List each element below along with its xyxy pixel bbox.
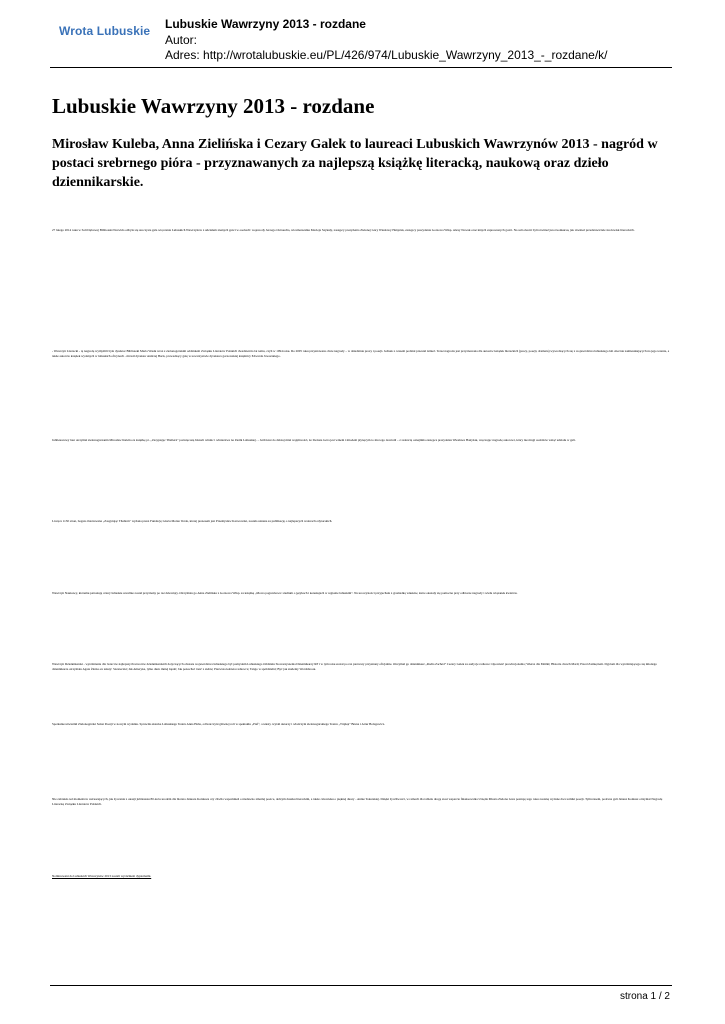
footer-divider: [50, 985, 672, 986]
header-divider: [50, 67, 672, 68]
header-address: Adres: http://wrotalubuskie.eu/PL/426/974/Lubuskie_Wawrzyny_2013_-_rozdane/k/: [165, 48, 608, 62]
header-title: Lubuskie Wawrzyny 2013 - rozdane: [165, 17, 366, 31]
article-paragraph: Wawrzyn Dziennikarski - wyróżnienie dla twórców najlepszych utworów dziennikarskich dotyczących obszaru województwa lubuskiego był pomysłem Lubuskiego Oddziału Stowarzyszenia Dziennikarzy RP i w tym roku został po raz pierwszy przyznany oficjalnie. Otrzymał go dziennikarz „Radia Zachód" Cezary Galek za audycje radiowe: Opowieść prowincjonalna; Wiersz dla Emilki; Historia dwóch Marii; Przed Zaśnięciem. Dyplom dla wyróżniającego się młodego dziennikarza otrzymała Agata Żłotko za teksty: Szósteczki; Jak Ameryka, tylko dużo mniej łapali; Jak pokochać treść z siebie; Pierwsza kobieta radiowca; Tango w spółdzielni; Być jak studenty Wordsbrook.: [52, 662, 657, 671]
article-paragraph: - Wawrzyn Literacki - tą nagrodę wymyślili była dyrektor Biblioteki Maria Wasik wraz z zielonogórskim oddziałem Związku Literatów Polskich dwadzieścia lat temu, czyli w 1994 roku. Do 2005 roku przyznawano dwie nagrody – w dziedzinie prozy i poezji. Jednak z czasem podział przestał istnieć. Teraz nagroda jest przyznawana dla autorów książek literackich (prozy, poezji, dramatu) wywodzących się z województwa lubuskiego lub obecnie zamieszkujących na jego terenie, a także autorów książek wydanych w lubuskich oficynach - mówił dyrektor Andrzej Buck, prowadzący galę w towarzystwie dyrektora gorzowskiej książnicy Edwarda Jaworskiego.: [52, 349, 670, 358]
document-header: [0, 0, 725, 70]
article-paragraph: Jubileuszowy laur otrzymał zielonogórzanin Mirosław Kuleba za książkę pt. „Zasypiając Thallern" poświęconą historii winnic i winiarstwa na Ziemi Lubuskiej. – Jeśli ktoś do dzisiaj miał wątpliwości, że Zielona Góra jest winem i miodem płynącym to mu tego dowiódł – z radością oznajmiła zastępca prezydenta Wiesława Hanyżak, wręczając nagrodę autorowi, który nie mógł osobiście wziąć udziału w gali.: [52, 438, 576, 442]
article-paragraph: Licząca 1130 stron, bogato ilustrowana „Zasypiając Thallern" wydana przez Fundację Gloria Monte Verde, której prezesem jest Przemysław Karwowski, została uznana za publikację o najlepszych walorach edytorskich.: [52, 519, 333, 523]
article-paragraph: Spotkanie uświetnił Zielonogórski Salon Poezji w nowym wydaniu. Sprawiła aktorka Lubuskiego Teatru Anna Haba, odtwórczyni głównej roli w spektaklu „Piaf", a teksty czytali aktorzy i władczyni zielonogórskiego Teatru „Trójkąt" Bruna i Artur Bolsgowicz.: [52, 722, 385, 726]
article-lead: Mirosław Kuleba, Anna Zielińska i Cezary Galek to laureaci Lubuskich Wawrzynów 2013 - nagród w postaci srebrnego pióra - przyznawanych za najlepszą książkę literacką, naukową oraz dzieło dziennikarskie.: [52, 137, 658, 190]
site-logo: Wrota Lubuskie: [59, 24, 151, 38]
page-number: strona 1 / 2: [619, 991, 670, 1002]
article-paragraph: Wawrzyn Naukowy, któremu patronują cztery lubuskie uczelnie został przyznany po raz dziewiąty. Otrzymała go Anna Zielińska z Gorzowa Wlkp. za książkę „Mowa pogrzebowa: studium o językach i koneksjach w regionie lubuskim". Na uroczystości przyjechała z gromadką wnuków, które okazały się pomocne przy odbiorze nagrody i wielu wiązanek kwiatów.: [52, 591, 518, 595]
nominees-link[interactable]: Nominowani do Lubuskich Wawrzynów 2013 zostali wyróżnieni dyplomami.: [52, 874, 152, 878]
header-author: Autor:: [165, 32, 198, 47]
header-meta: [165, 17, 608, 64]
article-paragraph: Nie zabrakło też momentów wzruszających, jak życzenia z okazji jubileuszu 80-lecia urodzin dla literata Janusza Koniusza czy chwila wspomnień o niedawno zmarłej poetce, dobrym duszku literackim, a także człowieku o pięknej duszy - Annie Tokarskiej. Dzięki życzliwości, w ramach dla tabletu drogą stosi wsparcie finansowania Urzędu Miasta Zielona Góra poznaję tego roku zostaną wydane dwa tomiki poezji. Tymczasem, podczas gali Janusz Koniusz otrzymał Nagrodę Literacką Związku Literatów Polskich.: [52, 797, 663, 806]
article-paragraph: 27 lutego 2014 roku w Sali Dębowej Biblioteki Norwida odbyła się uroczysta gala wręczenia Lubuskich Wawrzynów z udziałem znanych gości w osobach: wojewody Jerzego Ostroucha, wicemarszałka Macieja Szykuły, zastępcy prezydenta Zielonej Góry Wiesławy Hanyżak, zastępcy prezydenta Gorzowa Wlkp. Alexy Nowak oraz innych zaproszonych gości. Na sali obecni byli również juror konkursu, jak również przedstawiciele środowisk literackich.: [52, 228, 635, 232]
article-title: Lubuskie Wawrzyny 2013 - rozdane: [52, 94, 375, 118]
